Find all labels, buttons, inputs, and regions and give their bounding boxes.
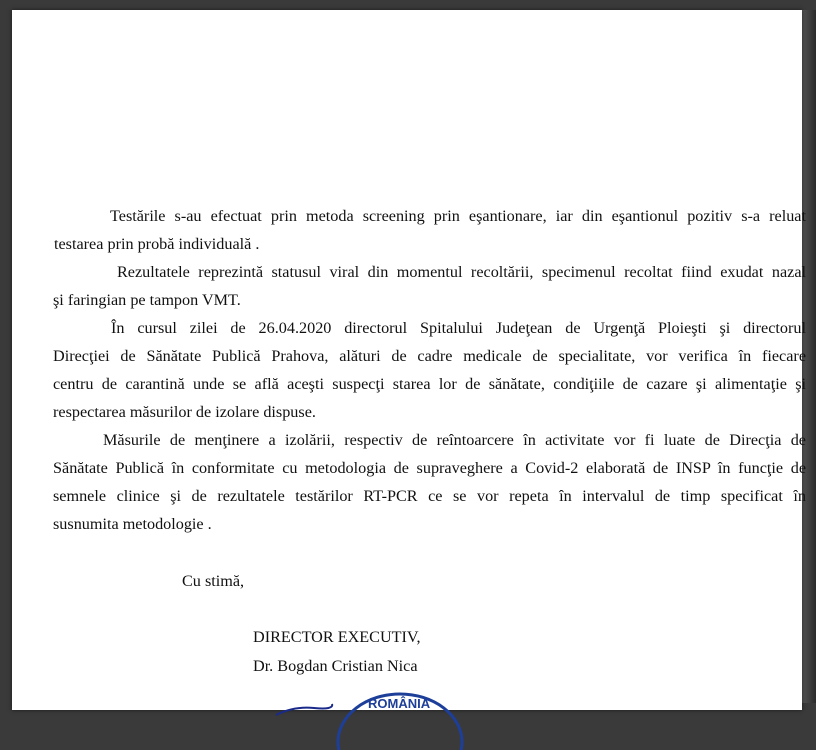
paragraph-2-line-1: Rezultatele reprezintă statusul viral din momentul recoltării, specimenul recoltat fiind exudat nazal xyxy=(117,263,806,281)
stamp-text: ROMÂNIA xyxy=(368,696,431,711)
paragraph-1-line-1: Testările s-au efectuat prin metoda screening prin eşantionare, iar din eşantionul pozitiv s-a reluat xyxy=(110,207,806,225)
document-page xyxy=(12,10,806,710)
paragraph-3-line-1: În cursul zilei de 26.04.2020 directorul Spitalului Judeţean de Urgenţă Ploieşti şi directorul xyxy=(111,319,806,337)
paragraph-1-line-2: testarea prin probă individuală . xyxy=(54,235,260,253)
paragraph-4-line-3: semnele clinice şi de rezultatele testărilor RT-PCR ce se vor repeta în intervalul de timp specificat în xyxy=(53,487,806,505)
paragraph-3-line-4: respectarea măsurilor de izolare dispuse. xyxy=(53,403,316,421)
official-stamp xyxy=(330,690,470,750)
paragraph-3-line-2: Direcţiei de Sănătate Publică Prahova, alături de cadre medicale de specialitate, vor verifica în fiecare xyxy=(53,347,806,365)
paragraph-4-line-1: Măsurile de menţinere a izolării, respectiv de reîntoarcere în activitate vor fi luate de Direcţia de xyxy=(103,431,806,449)
signature-name: Dr. Bogdan Cristian Nica xyxy=(253,657,418,675)
signature-title: DIRECTOR EXECUTIV, xyxy=(253,628,421,646)
paragraph-2-line-2: şi faringian pe tampon VMT. xyxy=(53,291,241,309)
closing-salutation: Cu stimă, xyxy=(182,572,245,590)
paragraph-4-line-4: susnumita metodologie . xyxy=(53,515,212,533)
paragraph-3-line-3: centru de carantină unde se află aceşti suspecţi starea lor de sănătate, condiţiile de cazare şi alimentaţie şi xyxy=(53,375,806,393)
paragraph-4-line-2: Sănătate Publică în conformitate cu metodologia de supraveghere a Covid-2 elaborată de INSP în funcţie de xyxy=(53,459,806,477)
handwritten-signature xyxy=(274,702,334,716)
